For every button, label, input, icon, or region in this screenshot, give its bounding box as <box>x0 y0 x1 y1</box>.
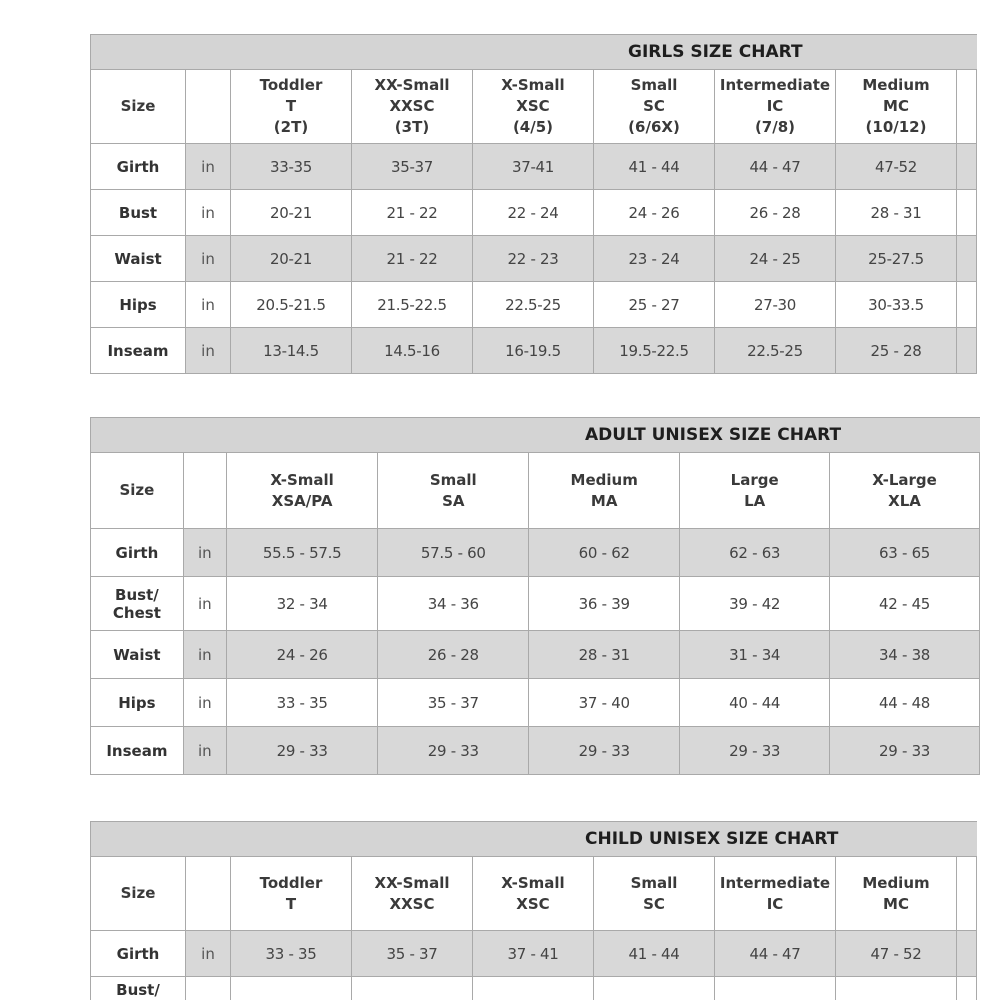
size-header: Size <box>91 453 184 529</box>
child-chart-title-bar <box>91 822 977 857</box>
value-cell: 35 - 37 <box>352 931 473 977</box>
value-cell: 13-14.5 <box>231 328 352 374</box>
value-cell: 20-21 <box>231 236 352 282</box>
value-cell <box>715 977 836 1000</box>
column-header: Large LA <box>680 453 830 529</box>
row-label: Girth <box>91 144 186 190</box>
value-cell: 47-52 <box>836 144 957 190</box>
child-size-table <box>90 821 977 1000</box>
column-header: Intermediate IC (7/8) <box>715 70 836 144</box>
value-cell: 23 - 24 <box>594 236 715 282</box>
adult-size-chart <box>90 417 980 781</box>
adult-chart-title-bar <box>91 418 980 453</box>
row-label: Bust/ Chest <box>91 577 184 631</box>
adult-header-row <box>91 453 980 529</box>
column-header: Toddler T <box>231 857 352 931</box>
column-header: X-Small XSC <box>473 857 594 931</box>
value-cell: 35-37 <box>352 144 473 190</box>
value-cell: 21 - 22 <box>352 190 473 236</box>
value-cell: 30-33.5 <box>836 282 957 328</box>
value-cell: 14.5-16 <box>352 328 473 374</box>
value-cell: 28 - 31 <box>529 631 680 679</box>
value-cell: 60 - 62 <box>529 529 680 577</box>
value-cell: 25-27.5 <box>836 236 957 282</box>
value-cell: 16-19.5 <box>473 328 594 374</box>
table-row <box>91 727 980 775</box>
value-cell: 41 - 44 <box>594 144 715 190</box>
girls-size-chart <box>90 34 980 376</box>
table-row <box>91 977 977 1000</box>
value-cell: 24 - 26 <box>594 190 715 236</box>
child-header-row <box>91 857 977 931</box>
size-header: Size <box>91 70 186 144</box>
value-cell: 25 - 27 <box>594 282 715 328</box>
value-cell-cut <box>957 190 977 236</box>
column-header: Small SC <box>594 857 715 931</box>
value-cell: 29 - 33 <box>378 727 529 775</box>
value-cell: 24 - 25 <box>715 236 836 282</box>
value-cell: 36 - 39 <box>529 577 680 631</box>
girls-chart-title-bar <box>91 35 977 70</box>
column-header: X-Small XSC (4/5) <box>473 70 594 144</box>
value-cell <box>473 977 594 1000</box>
column-header: Toddler T (2T) <box>231 70 352 144</box>
unit-cell: in <box>186 190 231 236</box>
column-header: X-Large XLA <box>830 453 980 529</box>
value-cell: 26 - 28 <box>378 631 529 679</box>
value-cell: 29 - 33 <box>529 727 680 775</box>
column-header: Small SC (6/6X) <box>594 70 715 144</box>
value-cell: 34 - 36 <box>378 577 529 631</box>
value-cell: 39 - 42 <box>680 577 830 631</box>
value-cell: 35 - 37 <box>378 679 529 727</box>
unit-cell: in <box>186 144 231 190</box>
value-cell <box>594 977 715 1000</box>
column-header-cut <box>957 70 977 144</box>
row-label: Hips <box>91 679 184 727</box>
unit-header <box>186 857 231 931</box>
unit-cell: in <box>186 931 231 977</box>
value-cell: 33 - 35 <box>231 931 352 977</box>
value-cell: 40 - 44 <box>680 679 830 727</box>
row-label: Bust <box>91 190 186 236</box>
value-cell: 44 - 48 <box>830 679 980 727</box>
row-label: Waist <box>91 631 184 679</box>
unit-cell: in <box>186 282 231 328</box>
value-cell: 22.5-25 <box>715 328 836 374</box>
unit-cell: in <box>183 577 226 631</box>
value-cell: 29 - 33 <box>680 727 830 775</box>
value-cell-cut <box>957 328 977 374</box>
value-cell: 21.5-22.5 <box>352 282 473 328</box>
value-cell: 34 - 38 <box>830 631 980 679</box>
girls-header-row <box>91 70 977 144</box>
column-header: Medium MA <box>529 453 680 529</box>
value-cell: 42 - 45 <box>830 577 980 631</box>
unit-header <box>183 453 226 529</box>
unit-cell: in <box>186 236 231 282</box>
table-row <box>91 328 977 374</box>
value-cell: 44 - 47 <box>715 931 836 977</box>
adult-size-table <box>90 417 980 775</box>
value-cell-cut <box>957 144 977 190</box>
unit-cell: in <box>183 631 226 679</box>
column-header: Intermediate IC <box>715 857 836 931</box>
value-cell: 20.5-21.5 <box>231 282 352 328</box>
value-cell: 33-35 <box>231 144 352 190</box>
value-cell: 47 - 52 <box>836 931 957 977</box>
value-cell: 57.5 - 60 <box>378 529 529 577</box>
value-cell: 44 - 47 <box>715 144 836 190</box>
value-cell: 24 - 26 <box>226 631 378 679</box>
adult-chart-title: ADULT UNISEX SIZE CHART <box>585 425 842 445</box>
row-label: Girth <box>91 931 186 977</box>
unit-cell: in <box>183 727 226 775</box>
row-label: Hips <box>91 282 186 328</box>
value-cell-cut <box>957 282 977 328</box>
value-cell: 20-21 <box>231 190 352 236</box>
row-label: Waist <box>91 236 186 282</box>
value-cell: 62 - 63 <box>680 529 830 577</box>
column-header: Medium MC (10/12) <box>836 70 957 144</box>
value-cell-cut <box>957 931 977 977</box>
table-row <box>91 529 980 577</box>
table-row <box>91 236 977 282</box>
column-header: Small SA <box>378 453 529 529</box>
girls-size-table <box>90 34 977 374</box>
unit-cell: in <box>186 328 231 374</box>
value-cell <box>352 977 473 1000</box>
value-cell: 25 - 28 <box>836 328 957 374</box>
value-cell: 41 - 44 <box>594 931 715 977</box>
value-cell <box>231 977 352 1000</box>
value-cell: 26 - 28 <box>715 190 836 236</box>
unit-cell: in <box>183 529 226 577</box>
value-cell: 29 - 33 <box>226 727 378 775</box>
value-cell: 31 - 34 <box>680 631 830 679</box>
value-cell: 27-30 <box>715 282 836 328</box>
value-cell: 32 - 34 <box>226 577 378 631</box>
table-row <box>91 577 980 631</box>
value-cell: 22.5-25 <box>473 282 594 328</box>
table-row <box>91 282 977 328</box>
child-size-chart <box>90 821 980 1000</box>
unit-header <box>186 70 231 144</box>
column-header: X-Small XSA/PA <box>226 453 378 529</box>
row-label: Girth <box>91 529 184 577</box>
value-cell: 33 - 35 <box>226 679 378 727</box>
value-cell-cut <box>957 977 977 1000</box>
value-cell: 37 - 41 <box>473 931 594 977</box>
girls-chart-title: GIRLS SIZE CHART <box>628 42 803 62</box>
value-cell: 37 - 40 <box>529 679 680 727</box>
value-cell: 37-41 <box>473 144 594 190</box>
value-cell: 22 - 24 <box>473 190 594 236</box>
table-row <box>91 144 977 190</box>
value-cell: 19.5-22.5 <box>594 328 715 374</box>
column-header: XX-Small XXSC <box>352 857 473 931</box>
row-label: Bust/ <box>91 977 186 1000</box>
column-header: XX-Small XXSC (3T) <box>352 70 473 144</box>
row-label: Inseam <box>91 328 186 374</box>
value-cell: 55.5 - 57.5 <box>226 529 378 577</box>
column-header: Medium MC <box>836 857 957 931</box>
column-header-cut <box>957 857 977 931</box>
unit-cell <box>186 977 231 1000</box>
value-cell: 29 - 33 <box>830 727 980 775</box>
table-row <box>91 190 977 236</box>
row-label: Inseam <box>91 727 184 775</box>
value-cell: 21 - 22 <box>352 236 473 282</box>
value-cell: 28 - 31 <box>836 190 957 236</box>
table-row <box>91 679 980 727</box>
table-row <box>91 631 980 679</box>
child-chart-title: CHILD UNISEX SIZE CHART <box>585 829 839 849</box>
value-cell-cut <box>957 236 977 282</box>
value-cell: 22 - 23 <box>473 236 594 282</box>
value-cell <box>836 977 957 1000</box>
unit-cell: in <box>183 679 226 727</box>
value-cell: 63 - 65 <box>830 529 980 577</box>
size-header: Size <box>91 857 186 931</box>
table-row <box>91 931 977 977</box>
